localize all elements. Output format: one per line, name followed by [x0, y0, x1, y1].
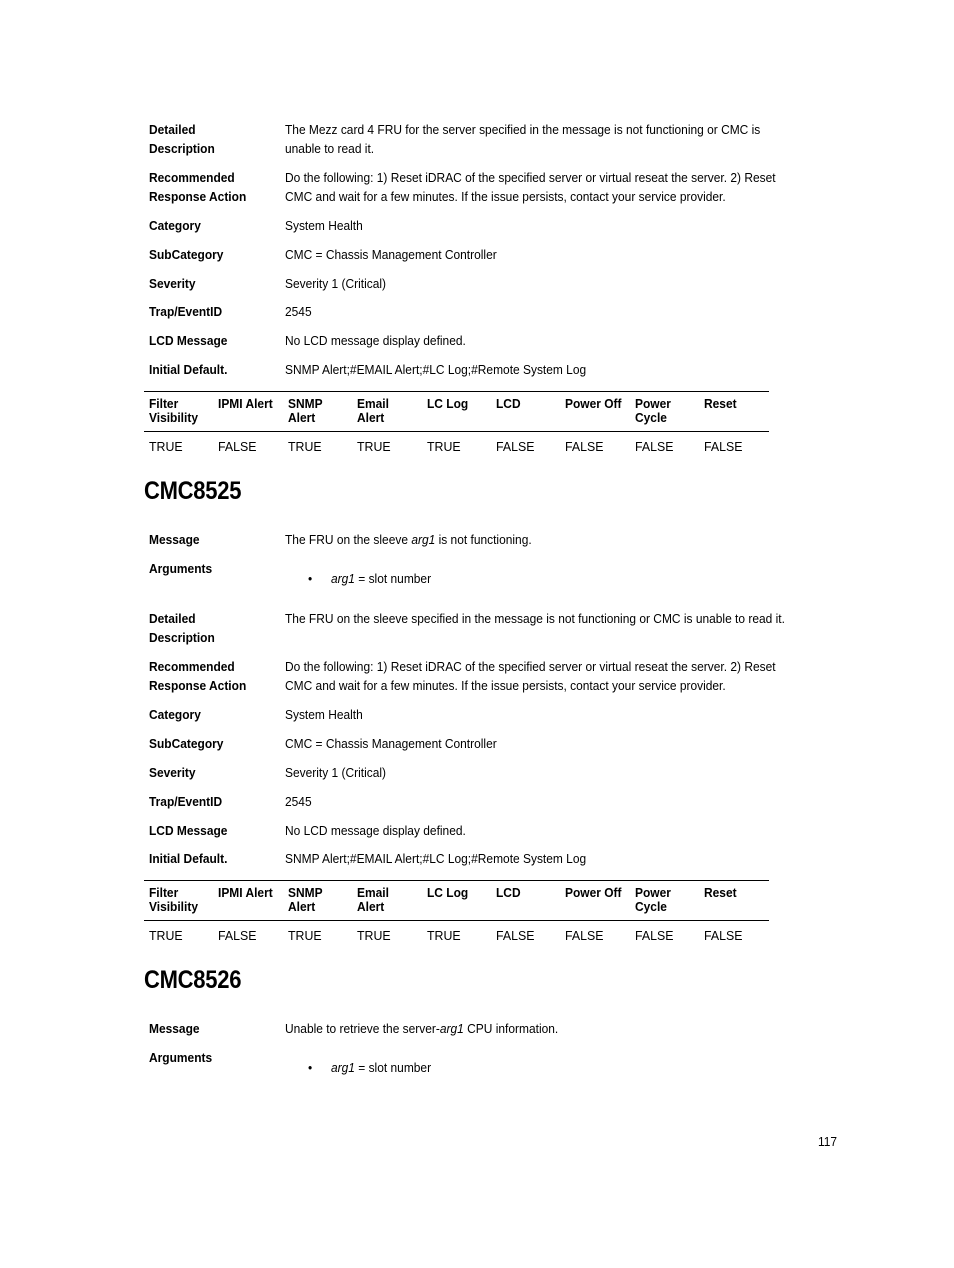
table-cell: FALSE [704, 928, 743, 943]
table-cell: FALSE [565, 439, 604, 454]
bullet-icon: • [308, 1060, 313, 1075]
message-text: is not functioning. [435, 532, 532, 547]
kv-value: CMC = Chassis Management Controller [285, 736, 497, 751]
table-rule-top [144, 880, 769, 881]
kv-label: Trap/EventID [149, 304, 223, 319]
kv-label: Trap/EventID [149, 794, 223, 809]
header-lcd: LCD [496, 396, 521, 411]
header-filter-visibility: Filter Visibility [149, 396, 198, 425]
message-text: Unable to retrieve the server- [285, 1021, 440, 1036]
header-ipmi-alert: IPMI Alert [218, 885, 273, 900]
header-power-cycle: Power Cycle [635, 396, 671, 425]
table-rule-header [144, 920, 769, 921]
argument-list-item [308, 569, 431, 588]
kv-label: Detailed Description [149, 611, 215, 645]
header-email-alert: Email Alert [357, 396, 389, 425]
header-lcd: LCD [496, 885, 521, 900]
table-cell: TRUE [288, 439, 322, 454]
kv-value: Do the following: 1) Reset iDRAC of the specified server or virtual reseat the server. 2) Reset CMC and wait for a few minutes. If the issue persists, contact your service provider. [285, 170, 776, 204]
table-cell: FALSE [218, 928, 257, 943]
table-cell: TRUE [357, 928, 391, 943]
page-number: 117 [818, 1134, 838, 1149]
kv-value: The Mezz card 4 FRU for the server specified in the message is not functioning or CMC is unable to read it. [285, 122, 761, 156]
kv-value [285, 530, 786, 549]
header-power-cycle: Power Cycle [635, 885, 671, 914]
kv-label: Severity [149, 765, 196, 780]
header-lc-log: LC Log [427, 396, 469, 411]
kv-value: SNMP Alert;#EMAIL Alert;#LC Log;#Remote System Log [285, 851, 587, 866]
message-text: CPU information. [463, 1021, 559, 1036]
message-text: The FRU on the sleeve [285, 532, 412, 547]
table-cell: TRUE [427, 439, 461, 454]
kv-label: LCD Message [149, 333, 228, 348]
table-cell: TRUE [288, 928, 322, 943]
kv-label: Message [149, 1021, 200, 1036]
header-reset: Reset [704, 885, 737, 900]
kv-label: Recommended Response Action [149, 659, 247, 693]
argument-desc: = slot number [354, 571, 432, 586]
filter-table [144, 880, 769, 950]
message-arg: arg1 [411, 532, 436, 547]
argument-name: arg1 [331, 1060, 355, 1075]
table-cell: FALSE [635, 928, 674, 943]
table-cell: FALSE [496, 439, 535, 454]
bullet-icon: • [308, 571, 313, 586]
kv-label: Message [149, 532, 200, 547]
section-heading-cmc8525: CMC8525 [144, 477, 242, 505]
table-cell: TRUE [427, 928, 461, 943]
argument-name: arg1 [331, 571, 355, 586]
kv-label: Initial Default. [149, 362, 228, 377]
kv-value: Severity 1 (Critical) [285, 765, 387, 780]
kv-value: System Health [285, 707, 363, 722]
kv-value: 2545 [285, 794, 312, 809]
kv-value: No LCD message display defined. [285, 333, 466, 348]
table-cell: FALSE [635, 439, 674, 454]
header-filter-visibility: Filter Visibility [149, 885, 198, 914]
kv-label: Severity [149, 276, 196, 291]
kv-value: 2545 [285, 304, 312, 319]
header-ipmi-alert: IPMI Alert [218, 396, 273, 411]
header-reset: Reset [704, 396, 737, 411]
kv-value: System Health [285, 218, 363, 233]
kv-label: Recommended Response Action [149, 170, 247, 204]
kv-label: Arguments [149, 561, 213, 576]
table-rule-top [144, 391, 769, 392]
kv-value: Severity 1 (Critical) [285, 276, 387, 291]
kv-label: SubCategory [149, 736, 224, 751]
kv-label: Initial Default. [149, 851, 228, 866]
kv-label: SubCategory [149, 247, 224, 262]
header-snmp-alert: SNMP Alert [288, 396, 323, 425]
table-cell: FALSE [704, 439, 743, 454]
header-power-off: Power Off [565, 396, 622, 411]
header-power-off: Power Off [565, 885, 622, 900]
table-cell: TRUE [149, 928, 183, 943]
table-cell: TRUE [357, 439, 391, 454]
table-cell: FALSE [565, 928, 604, 943]
header-snmp-alert: SNMP Alert [288, 885, 323, 914]
table-cell: TRUE [149, 439, 183, 454]
kv-label: Arguments [149, 1050, 213, 1065]
table-cell: FALSE [218, 439, 257, 454]
kv-value: The FRU on the sleeve specified in the message is not functioning or CMC is unable to read it. [285, 611, 785, 626]
table-cell: FALSE [496, 928, 535, 943]
header-email-alert: Email Alert [357, 885, 389, 914]
filter-table [144, 391, 769, 461]
argument-list-item [308, 1058, 431, 1077]
section-heading-cmc8526: CMC8526 [144, 966, 242, 994]
kv-label: Category [149, 218, 201, 233]
kv-label: Detailed Description [149, 122, 215, 156]
kv-value: SNMP Alert;#EMAIL Alert;#LC Log;#Remote System Log [285, 362, 587, 377]
kv-label: Category [149, 707, 201, 722]
kv-value: CMC = Chassis Management Controller [285, 247, 497, 262]
table-rule-header [144, 431, 769, 432]
header-lc-log: LC Log [427, 885, 469, 900]
message-arg: arg1 [439, 1021, 464, 1036]
kv-value [285, 1019, 786, 1038]
kv-label: LCD Message [149, 823, 228, 838]
kv-value: Do the following: 1) Reset iDRAC of the specified server or virtual reseat the server. 2) Reset CMC and wait for a few minutes. If the issue persists, contact your service provider. [285, 659, 776, 693]
argument-desc: = slot number [354, 1060, 432, 1075]
kv-value: No LCD message display defined. [285, 823, 466, 838]
